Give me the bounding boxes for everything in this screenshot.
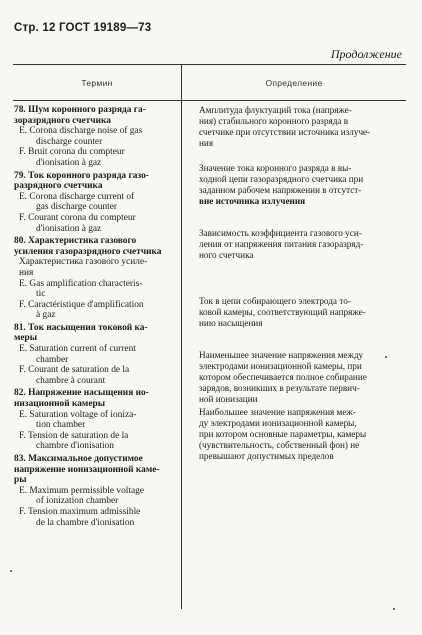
term-line: E. Saturation current of current [19,344,136,355]
table-top-rule [13,64,406,65]
definition-line: ковой камеры, соответствующий напряже- [199,307,366,317]
term-line: de la chambre d'ionisation [36,517,135,528]
definition-line: счетчике при отсутствии источника излуче- [199,127,371,137]
column-header-definition: Определение [265,78,323,88]
term-line: chambre à courant [36,375,106,386]
term-line: ния [19,267,34,278]
term-line: tion chamber [36,420,86,431]
print-speck [393,608,395,610]
definition-80 [199,228,399,261]
definition-line: при котором основные параметры, камеры [199,429,367,439]
term-line: 83. Максимальное допустимое [14,454,143,464]
definition-82 [199,350,399,405]
definition-79 [199,163,399,207]
term-line: E. Maximum permissible voltage [19,485,144,496]
term-line: F. Courant de saturation de la [19,365,130,376]
definition-line: превышают допустимых пределов [199,451,334,461]
definition-line: Значение тока коронного разряда в вы- [199,163,352,173]
definition-line: ду электродами ионизационной камеры, [199,418,357,428]
term-line: F. Tension de saturation de la [19,430,129,441]
definition-line: заданном рабочем напряжении в отсутст- [199,185,362,195]
terms-column [14,105,174,530]
term-line: à gaz [36,310,56,321]
term-line: ры [14,475,27,486]
definition-line: нию насыщения [199,318,263,328]
term-line: 78. Шум коронного разряда га- [14,105,146,115]
definition-line: зарядов, возникших в результате первич- [199,383,360,393]
term-line: F. Caractéristique d'amplification [19,299,144,310]
definition-81 [199,296,399,329]
definition-line: ления от напряжения питания газоразряд- [199,239,364,249]
definition-line: Наибольшее значение напряжения меж- [199,407,356,417]
term-line: F. Bruit corona du compteur [19,147,125,158]
definition-line: Наименьшее значение напряжения между [199,350,364,360]
term-entry [14,105,174,169]
definition-line: ния [199,138,214,148]
term-line: 80. Характеристика газового [14,236,137,247]
term-line: tic [36,289,46,300]
definition-line: (чувствительность, собственный фон) не [199,440,360,450]
term-line: разрядного счетчика [14,181,103,192]
term-line: Характеристика газового усиле- [19,257,148,268]
term-entry [14,388,174,452]
term-line: d'ionisation à gaz [36,157,102,168]
term-line: зоразрядного счетчика [14,115,111,126]
term-line: низационной камеры [14,399,106,410]
column-divider [181,64,182,609]
term-line: chamber [36,354,69,365]
print-speck [10,570,12,572]
term-line: E. Corona discharge noise of gas [19,126,143,137]
definition-line: Зависимость коэффициента газового уси- [199,228,362,238]
definition-line: ния) стабильного коронного разряда в [199,116,349,126]
definition-line: ной ионизации [199,394,258,404]
column-header-term: Термин [81,78,113,88]
term-line: discharge counter [36,136,103,147]
term-entry [14,323,174,387]
term-line: E. Corona discharge current of [19,191,135,202]
term-line: E. Gas amplification characteris- [19,278,143,289]
term-line: усиления газоразрядного счетчика [14,246,162,257]
term-line: d'ionisation à gaz [36,223,102,234]
definition-83 [199,407,399,462]
definition-line: ходной цепи газоразрядного счетчика при [199,174,364,184]
definition-line: ного счетчика [199,250,254,260]
definition-line: вие источника излучения [199,196,306,206]
definition-line: котором обеспечивается полное собирание [199,372,367,382]
term-entry [14,236,174,321]
continued-label: Продолжение [330,47,402,61]
term-line: F. Courant corona du compteur [19,212,136,223]
term-line: меры [14,333,38,344]
term-line: F. Tension maximum admissible [19,506,141,517]
definition-78 [199,105,399,149]
page-header: Стр. 12 ГОСТ 19189—73 [14,22,152,34]
term-line: gas discharge counter [36,202,118,213]
table-header-rule [13,100,406,101]
definition-line: электродами ионизационной камеры, при [199,361,362,371]
term-line: chambre d'ionisation [36,441,114,452]
term-entry [14,454,174,528]
definition-line: Амплитуда флуктуаций тока (напряже- [199,105,352,115]
definition-line: Ток в цепи собирающего электрода то- [199,296,351,306]
term-entry [14,171,174,235]
print-speck [385,356,387,358]
term-line: 81. Ток насыщения токовой ка- [14,322,148,333]
term-line: напряжение ионизационной каме- [14,464,160,475]
term-line: 82. Напряжение насыщения ио- [14,388,149,399]
term-line: 79. Ток коронного разряда газо- [14,170,149,181]
term-line: of ionization chamber [36,496,119,507]
term-line: E. Saturation voltage of ioniza- [19,409,137,420]
